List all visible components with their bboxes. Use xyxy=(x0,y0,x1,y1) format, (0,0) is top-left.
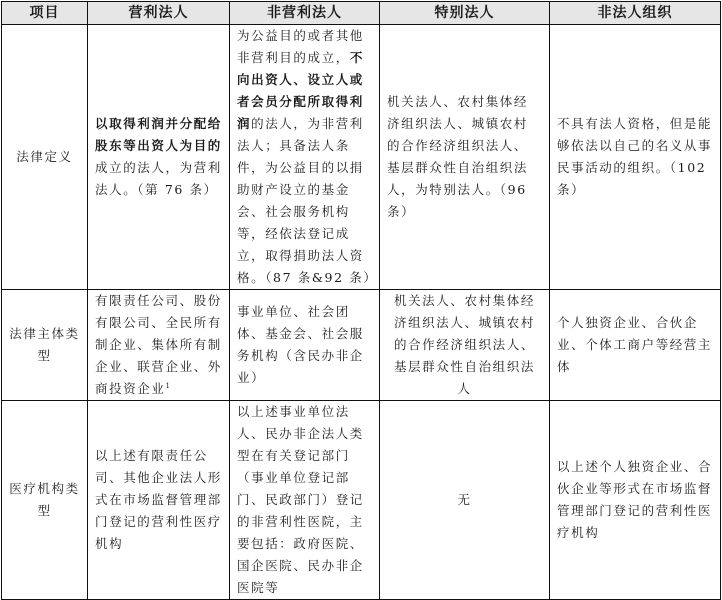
for-profit-types-text: 有限责任公司、股份有限公司、全民所有制企业、集体所有制企业、联营企业、外商投资企业 xyxy=(95,293,222,396)
header-unincorporated: 非法人组织 xyxy=(550,2,721,25)
cell-for-profit-types xyxy=(88,290,230,401)
cell-special-medical: 无 xyxy=(380,401,550,600)
footnote-marker: 1 xyxy=(165,381,172,390)
legal-entity-comparison-table xyxy=(1,1,721,600)
cell-special-definition: 机关法人、农村集体经济组织法人、城镇农村的合作经济组织法人、基层群众性自治组织法人，为特别法人。（96 条） xyxy=(380,25,550,290)
header-for-profit: 营利法人 xyxy=(88,2,230,25)
cell-unincorporated-types: 个人独资企业、合伙企业、个体工商户等经营主体 xyxy=(550,290,721,401)
non-profit-definition-bold: 不向出资人、设立人或者会员分配所取得利润 xyxy=(237,50,364,131)
header-non-profit: 非营利法人 xyxy=(230,2,380,25)
header-item: 项目 xyxy=(2,2,88,25)
non-profit-definition-text-after: 的法人，为非营利法人；具备法人条件，为公益目的以捐助财产设立的基金会、社会服务机构等，经依法登记成立，取得捐助法人资格。（87 条&92 条） xyxy=(237,116,378,285)
header-row xyxy=(2,2,721,25)
for-profit-definition-text: 成立的法人，为营利法人。（第 76 条） xyxy=(95,160,222,197)
cell-special-types: 机关法人、农村集体经济组织法人、城镇农村的合作经济组织法人、基层群众性自治组织法人 xyxy=(380,290,550,401)
table-row-medical-institution-types xyxy=(2,401,721,600)
non-profit-definition-text-before: 为公益目的或者其他非营利目的成立， xyxy=(237,28,364,65)
cell-unincorporated-definition: 不具有法人资格，但是能够依法以自己的名义从事民事活动的组织。（102 条） xyxy=(550,25,721,290)
table-row-entity-types xyxy=(2,290,721,401)
cell-unincorporated-medical: 以上述个人独资企业、合伙企业等形式在市场监督管理部门登记的营利性医疗机构 xyxy=(550,401,721,600)
row-label-medical-institution-types: 医疗机构类型 xyxy=(2,401,88,600)
row-label-entity-types: 法律主体类型 xyxy=(2,290,88,401)
for-profit-definition-bold: 以取得利润并分配给股东等出资人为目的 xyxy=(95,116,222,153)
cell-for-profit-definition xyxy=(88,25,230,290)
cell-non-profit-types: 事业单位、社会团体、基金会、社会服务机构（含民办非企业） xyxy=(230,290,380,401)
header-special: 特别法人 xyxy=(380,2,550,25)
cell-non-profit-definition xyxy=(230,25,380,290)
table-row-legal-definition xyxy=(2,25,721,290)
cell-non-profit-medical: 以上述事业单位法人、民办非企法人类型在有关登记部门（事业单位登记部门、民政部门）登记的非营利性医院，主要包括：政府医院、国企医院、民办非企医院等 xyxy=(230,401,380,600)
cell-for-profit-medical: 以上述有限责任公司、其他企业法人形式在市场监督管理部门登记的营利性医疗机构 xyxy=(88,401,230,600)
row-label-legal-definition: 法律定义 xyxy=(2,25,88,290)
